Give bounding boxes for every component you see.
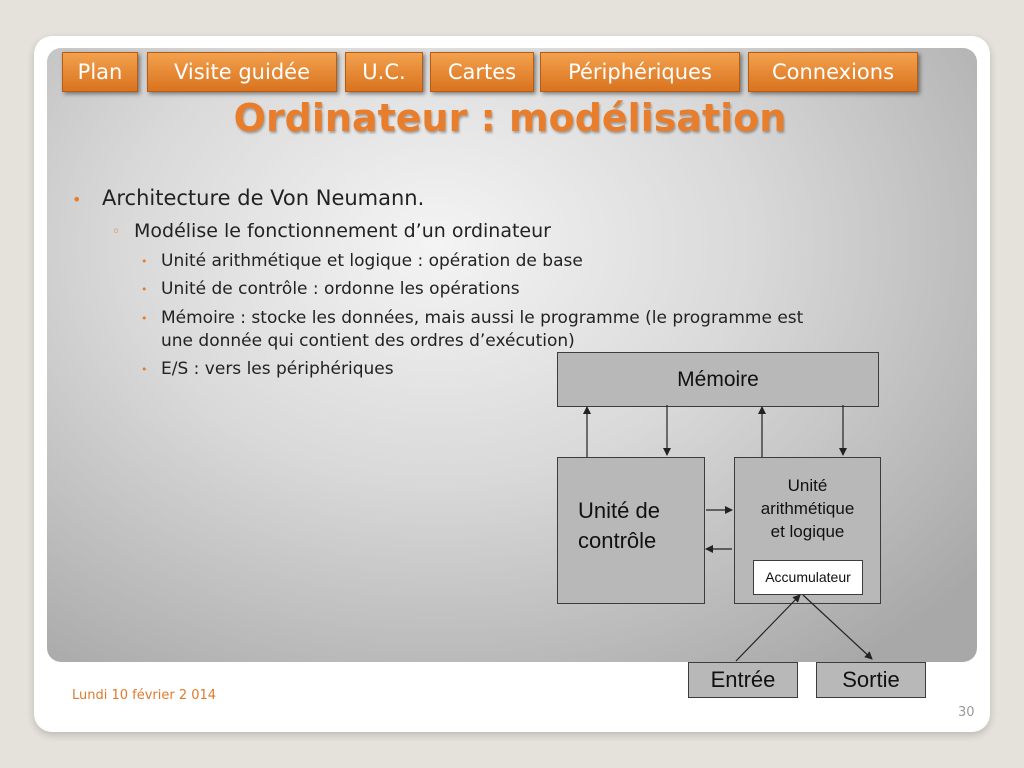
bullet-marker-level2: ◦ [112, 224, 121, 240]
bullet-level3-item-continuation: une donnée qui contient des ordres d’exécution) [161, 331, 575, 351]
memory-label: Mémoire [677, 368, 759, 391]
nav-cartes-button[interactable]: Cartes [430, 52, 534, 92]
nav-plan-button[interactable]: Plan [62, 52, 138, 92]
accumulator-box: Accumulateur [753, 560, 863, 595]
bullet-marker-level3: • [141, 363, 148, 376]
footer-date: Lundi 10 février 2 014 [72, 688, 217, 703]
alu-label-line1: Unité [787, 476, 828, 495]
nav-visite-guidee-button[interactable]: Visite guidée [147, 52, 337, 92]
alu-label-line3: et logique [770, 522, 845, 541]
control-unit-label-line1: Unité de [578, 498, 660, 523]
control-unit-box [557, 457, 705, 604]
output-box: Sortie [816, 662, 926, 698]
bullet-level3-item: E/S : vers les périphériques [161, 359, 394, 379]
bullet-level3-item: Unité de contrôle : ordonne les opérations [161, 279, 520, 299]
alu-label-line2: arithmétique [760, 499, 855, 518]
bullet-marker-level1: • [72, 190, 82, 209]
control-unit-label-line2: contrôle [578, 528, 657, 553]
page-number: 30 [958, 705, 975, 720]
bullet-marker-level3: • [141, 283, 148, 296]
bullet-level3-item: Mémoire : stocke les données, mais aussi le programme (le programme est [161, 308, 804, 328]
bullet-marker-level3: • [141, 255, 148, 268]
nav-uc-button[interactable]: U.C. [345, 52, 423, 92]
alu-box [734, 457, 881, 604]
bullet-level2: Modélise le fonctionnement d’un ordinateur [134, 220, 551, 242]
slide-title: Ordinateur : modélisation [233, 96, 787, 140]
nav-connexions-button[interactable]: Connexions [748, 52, 918, 92]
bullet-level3-item: Unité arithmétique et logique : opération de base [161, 251, 583, 271]
memory-box [557, 352, 879, 407]
bullet-marker-level3: • [141, 312, 148, 325]
input-box: Entrée [688, 662, 798, 698]
bullet-level1: Architecture de Von Neumann. [102, 186, 425, 210]
nav-peripheriques-button[interactable]: Périphériques [540, 52, 740, 92]
